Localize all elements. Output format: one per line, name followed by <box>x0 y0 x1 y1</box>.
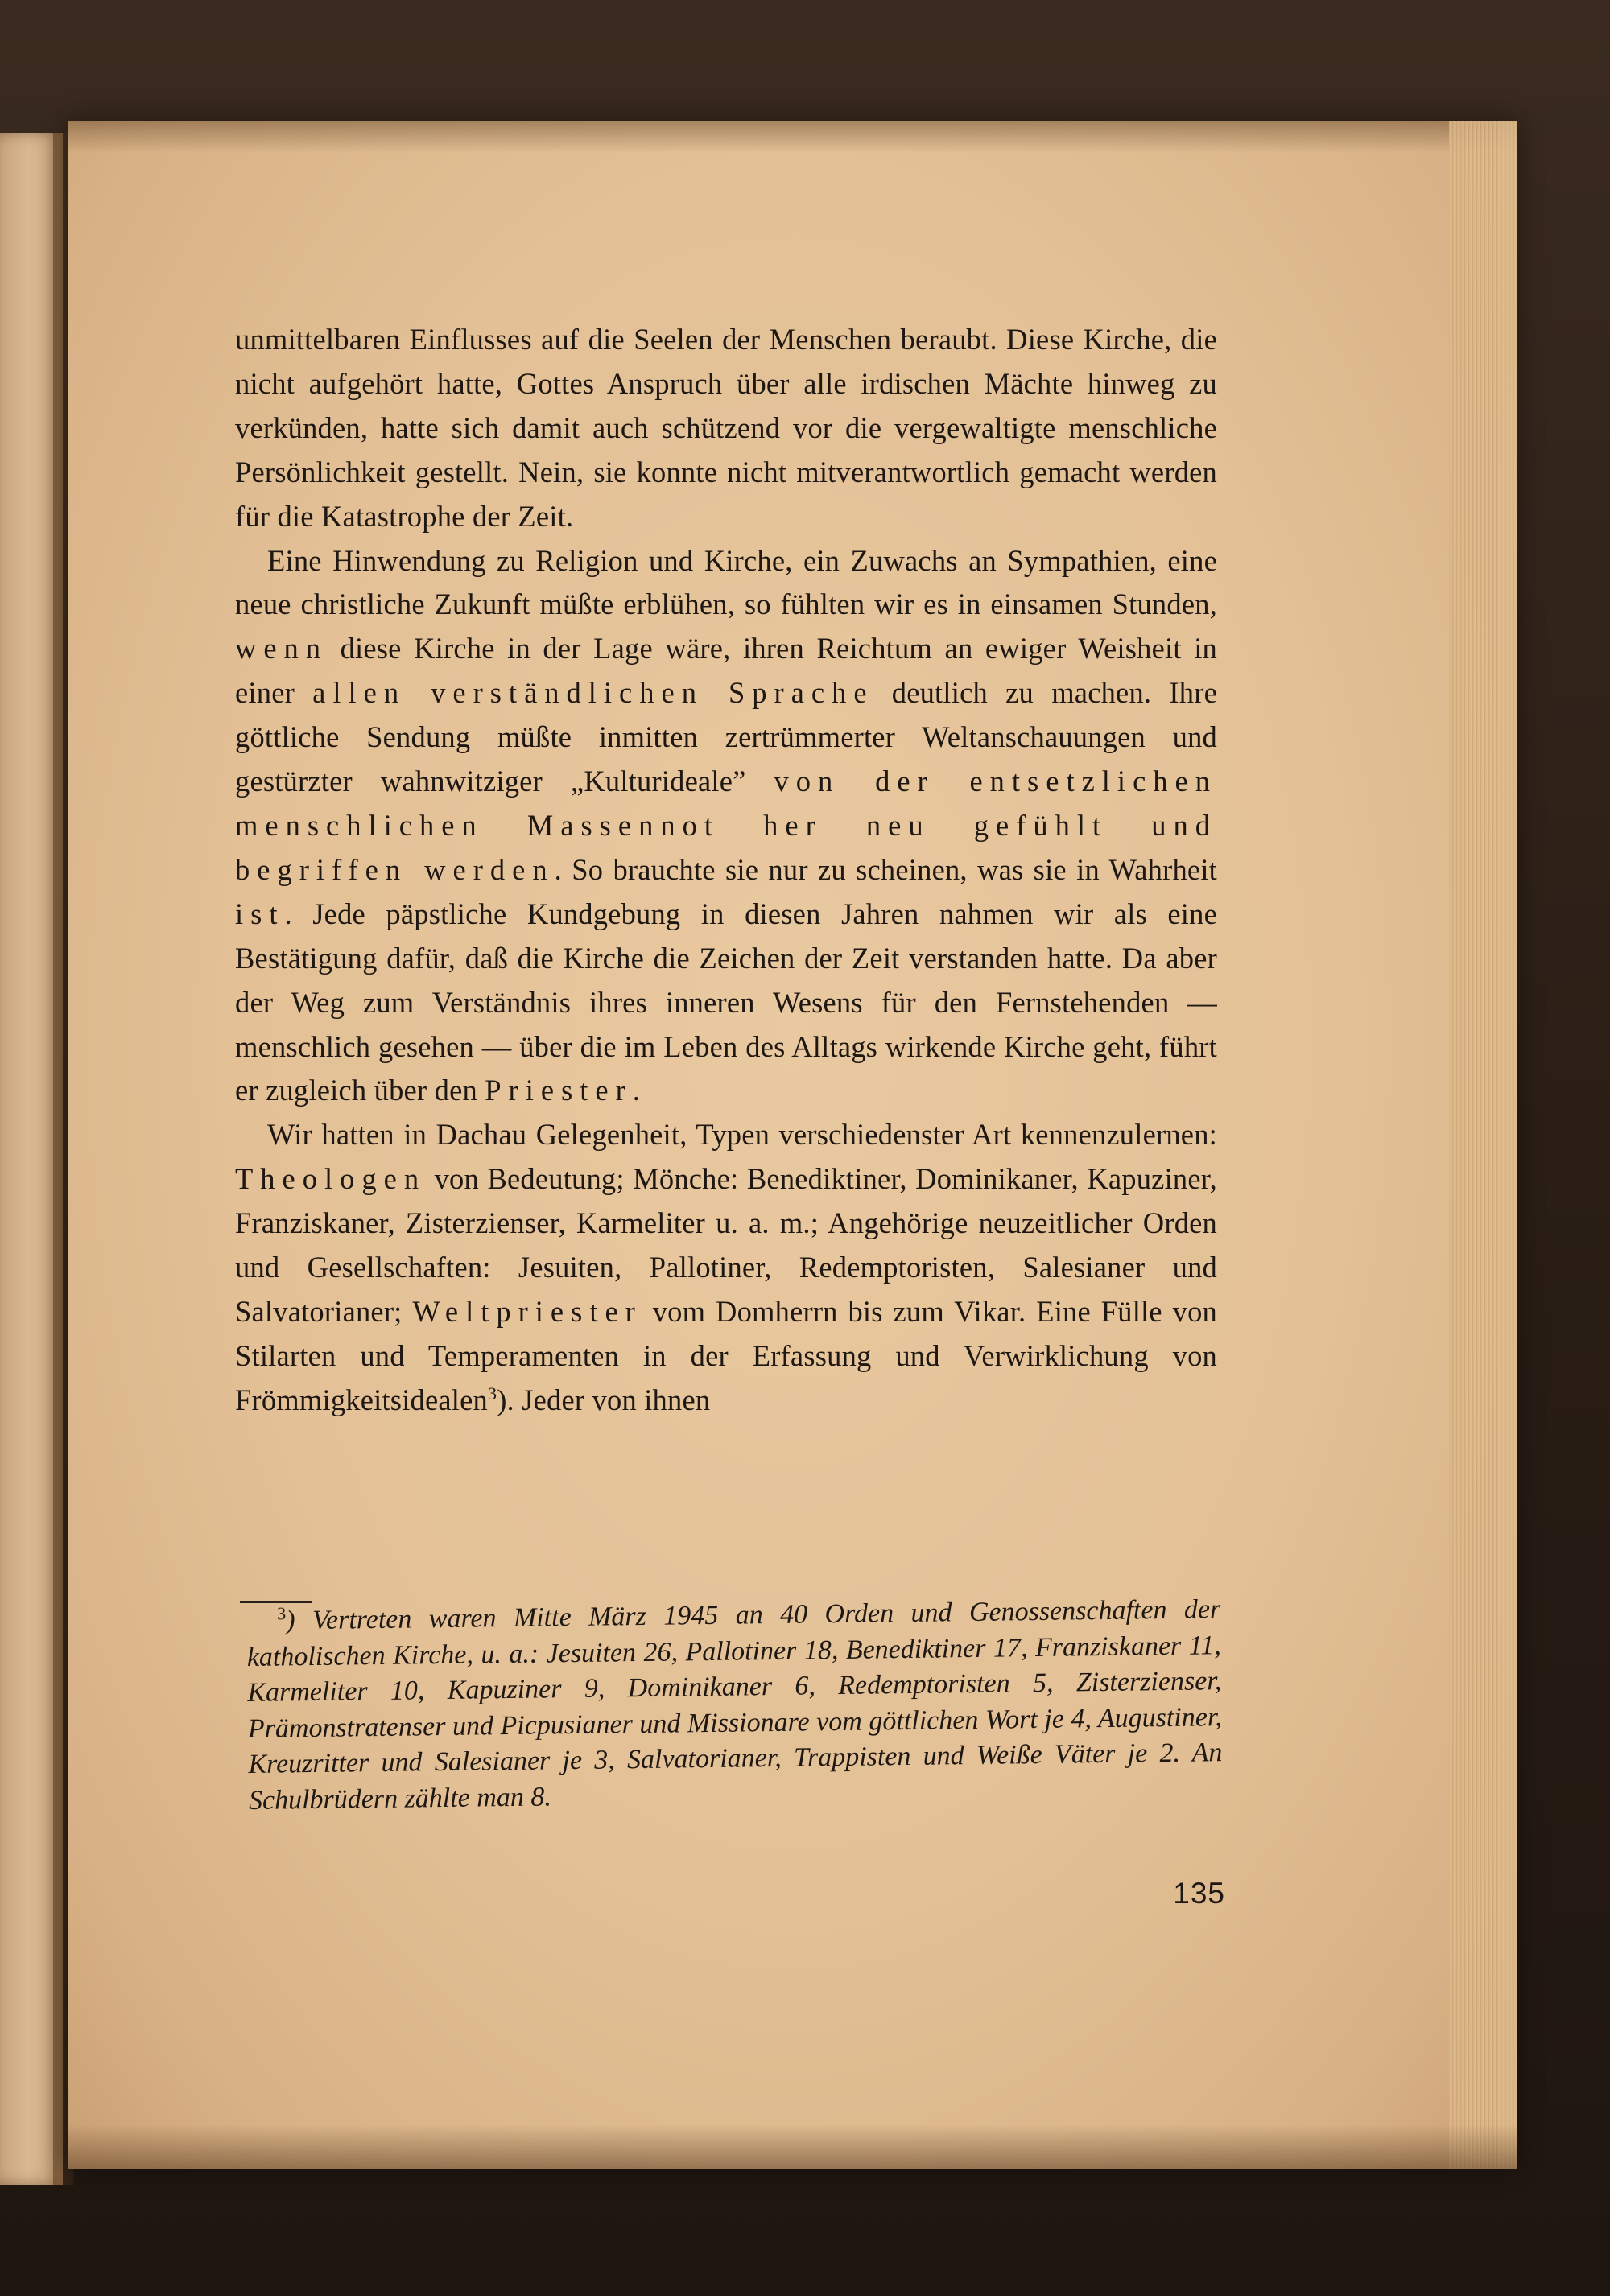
spaced-emphasis: ist <box>235 897 285 930</box>
spaced-emphasis: Weltpriester <box>412 1294 642 1328</box>
page-top-shadow <box>68 121 1517 153</box>
page-stack-edge <box>1449 121 1517 2169</box>
text-run: Eine Hinwendung zu Religion und Kirche, ein Zuwachs an Sympathien, eine neue christliche Zukunft müßte erblühen, so fühlten wir es in einsamen Stunden, <box>235 543 1217 621</box>
body-paragraph <box>235 318 1217 539</box>
spaced-emphasis: von der entsetzlichen menschlichen Massennot her neu gefühlt und begriffen werden <box>235 765 1217 886</box>
text-run: . Jede päpstliche Kundgebung in diesen Jahren nahmen wir als eine Bestätigung dafür, daß die Kirche die Zeichen der Zeit verstanden hatte. Da aber der Weg zum Verständnis ihres inneren Wesens für den Fernstehenden — menschlich gesehen — über die im Leben des Alltags wirkende Kirche geht, führt er zugleich über den <box>235 897 1217 1107</box>
body-paragraph <box>235 539 1217 1114</box>
page-number: 135 <box>1173 1877 1225 1910</box>
text-run: unmittelbaren Einflusses auf die Seelen der Menschen beraubt. Diese Kirche, die nicht aufgehört hatte, Gottes Anspruch über alle irdischen Mächte hinweg zu verkünden, hatte sich damit auch schützend vor die vergewaltigte menschliche Persönlichkeit gestellt. Nein, sie konnte nicht mitverantwortlich gemacht werden für die Katastrophe der Zeit. <box>235 323 1217 533</box>
text-run: Wir hatten in Dachau Gelegenheit, Typen verschiedenster Art kennenzulernen: <box>267 1118 1217 1152</box>
spaced-emphasis: Priester <box>485 1074 633 1107</box>
footnote-text: ) Vertreten waren Mitte März 1945 an 40 Orden und Genossenschaften der katholischen Kirche, u. a.: Jesuiten 26, Pallotiner 18, Benediktiner 17, Franziskaner 11, Karmeliter 10, Kapuziner 9, Dominikaner 6, Redemptoristen 5, Zisterzienser, Prämonstratenser und Picpusianer und Missionare vom göttlichen Wort je 4, Augustiner, Kreuzritter und Salesianer je 3, Salvatorianer, Trappisten und Weiße Väter je 2. An Schulbrüdern zählte man 8. <box>246 1594 1223 1816</box>
text-run: . <box>632 1074 641 1107</box>
text-run: diese Kirche in der Lage wäre, ihren Reichtum an ewiger Weisheit in einer <box>235 632 1217 710</box>
spaced-emphasis: wenn <box>235 632 328 666</box>
text-run: ). Jeder von ihnen <box>497 1383 711 1416</box>
body-text <box>235 318 1217 1423</box>
text-run: von Bedeutung; Mönche: Benediktiner, Dominikaner, Kapuziner, Franziskaner, Zisterzienser, Karmeliter u. a. m.; Angehörige neuzeitlicher Orden und Gesellschaften: Jesuiten, Pallotiner, Redemptoristen, Salesianer und Salvatorianer; <box>235 1162 1217 1328</box>
spaced-emphasis: Theologen <box>235 1162 427 1196</box>
text-run: . So brauchte sie nur zu scheinen, was sie in Wahrheit <box>554 852 1218 886</box>
text-run: deutlich zu machen. Ihre göttliche Sendung müßte inmitten zertrümmerter Weltanschauungen und gestürzter wahnwitziger „Kulturideale” <box>235 676 1217 798</box>
page-bottom-shadow <box>68 2125 1517 2169</box>
footnote <box>246 1592 1223 1819</box>
footnote-marker: 3 <box>276 1603 287 1624</box>
text-run: vom Domherrn bis zum Vikar. Eine Fülle von Stilarten und Temperamenten in der Erfassung und Verwirklichung von Frömmigkeitsidealen <box>235 1294 1217 1416</box>
footnote-reference: 3 <box>488 1383 497 1404</box>
body-paragraph <box>235 1113 1217 1422</box>
footnote-paragraph <box>246 1592 1223 1819</box>
spaced-emphasis: allen verständlichen Sprache <box>312 676 874 710</box>
